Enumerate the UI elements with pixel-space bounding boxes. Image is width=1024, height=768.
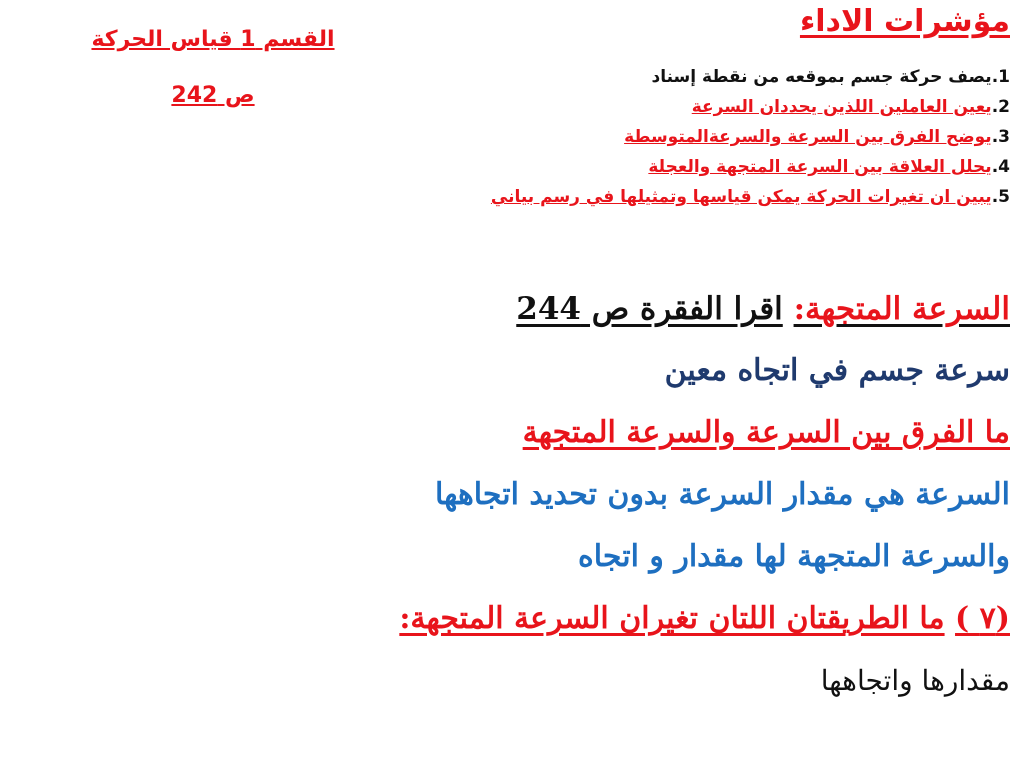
indicator-item-1 — [390, 62, 1010, 92]
indicator-number: 3. — [991, 127, 1010, 147]
velocity-heading-line — [10, 282, 1010, 344]
lesson-content — [10, 282, 1010, 716]
ways-question: ما الطريقتان اللتان تغيران السرعة المتجهة: — [399, 601, 945, 636]
difference-question: ما الفرق بين السرعة والسرعة المتجهة — [522, 415, 1010, 450]
indicator-number: 1. — [991, 67, 1010, 87]
question-number: (٧ ) — [955, 601, 1010, 636]
read-paragraph-instruction: اقرا الفقرة ص 244 — [516, 291, 783, 327]
section-name: القسم 1 قياس الحركة — [91, 27, 335, 52]
speed-definition: السرعة هي مقدار السرعة بدون تحديد اتجاهها — [434, 477, 1010, 512]
indicator-number: 4. — [991, 157, 1010, 177]
velocity-label: السرعة المتجهة: — [793, 291, 1010, 327]
answer-text: مقدارها واتجاهها — [820, 664, 1010, 697]
indicator-text: يعين العاملين اللذين يحددان السرعة — [691, 97, 992, 117]
indicator-item-4 — [390, 152, 1010, 182]
indicator-item-3 — [390, 122, 1010, 152]
indicator-text: يوضح الفرق بين السرعة والسرعةالمتوسطة — [624, 127, 992, 147]
indicator-number: 2. — [991, 97, 1010, 117]
indicator-number: 5. — [991, 187, 1010, 207]
velocity-magnitude-direction: والسرعة المتجهة لها مقدار و اتجاه — [578, 539, 1010, 574]
indicator-item-2 — [390, 92, 1010, 122]
ways-question-line — [10, 592, 1010, 654]
section-page: ص 242 — [171, 83, 255, 108]
velocity-definition: سرعة جسم في اتجاه معين — [664, 353, 1010, 388]
indicator-text: يحلل العلاقة بين السرعة المتجهة والعجلة — [648, 157, 992, 177]
indicator-item-5 — [390, 182, 1010, 212]
slide-title: مؤشرات الاداء — [799, 4, 1010, 39]
performance-indicators-list — [390, 62, 1010, 212]
indicator-text: يصف حركة جسم بموقعه من نقطة إسناد — [651, 67, 992, 87]
indicator-text: يبين ان تغيرات الحركة يمكن قياسها وتمثيلها في رسم بياني — [490, 187, 992, 207]
section-reference — [58, 12, 368, 124]
